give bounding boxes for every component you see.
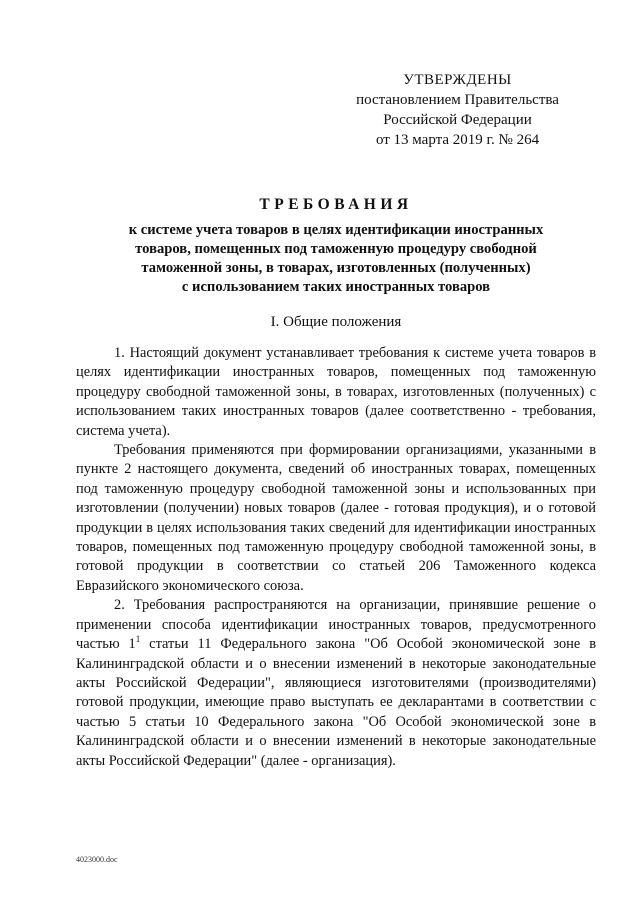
subtitle-line-2: товаров, помещенных под таможенную процедуру свободной [135,241,537,257]
approval-title: УТВЕРЖДЕНЫ [403,72,512,88]
document-subtitle [76,221,596,297]
approval-block [340,70,575,150]
paragraph-3 [76,596,596,771]
superscript-1: 1 [135,634,141,645]
paragraph-3-part-1: 2. Требования распространяются на организации, принявшие решение о применении способа идентификации иностранных товаров, предусмотренного частью 1 [76,597,596,653]
approval-line-2: Российской Федерации [383,112,532,128]
subtitle-line-4: с использованием таких иностранных товаров [181,279,491,295]
document-title: ТРЕБОВАНИЯ [259,196,413,213]
approval-line-3: от 13 марта 2019 г. № 264 [375,132,540,148]
file-name-footer: 4023000.doc [76,855,118,864]
approval-line-1: постановлением Правительства [356,92,559,108]
subtitle-line-3: таможенной зоны, в товарах, изготовленных (полученных) [141,260,531,276]
paragraph-3-part-2: статьи 11 Федерального закона "Об Особой экономической зоне в Калининградской области и о внесении изменений в некоторые законодательные акты Российской Федерации", являющиеся изготовителями (производителями) готовой продукции, имеющие право выступать ее декларантами в соответствии с частью 5 статьи 10 Федерального закона "Об Особой экономической зоне в Калининградской области и о внесении изменений в некоторые законодательные акты Российской Федерации" (далее - организация). [76,636,596,769]
paragraph-1: 1. Настоящий документ устанавливает требования к системе учета товаров в целях идентификации иностранных товаров, помещенных под таможенную процедуру свободной таможенной зоны, в товарах, изготовленных (полученных) с использованием таких иностранных товаров (далее соответственно - требования, система учета). [76,345,596,439]
paragraph-2: Требования применяются при формировании организациями, указанными в пункте 2 настоящего документа, сведений об иностранных товарах, помещенных под таможенную процедуру свободной таможенной зоны и использованных при изготовлении (получении) новых товаров (далее - готовая продукция), и о готовой продукции в целях использования таких сведений для идентификации иностранных товаров, помещенных под таможенную процедуру свободной таможенной зоны, в готовой продукции в соответствии со статьей 206 Таможенного кодекса Евразийского экономического союза. [76,442,596,594]
document-body [76,344,596,771]
subtitle-line-1: к системе учета товаров в целях идентификации иностранных [128,222,544,238]
section-heading: I. Общие положения [270,314,402,330]
